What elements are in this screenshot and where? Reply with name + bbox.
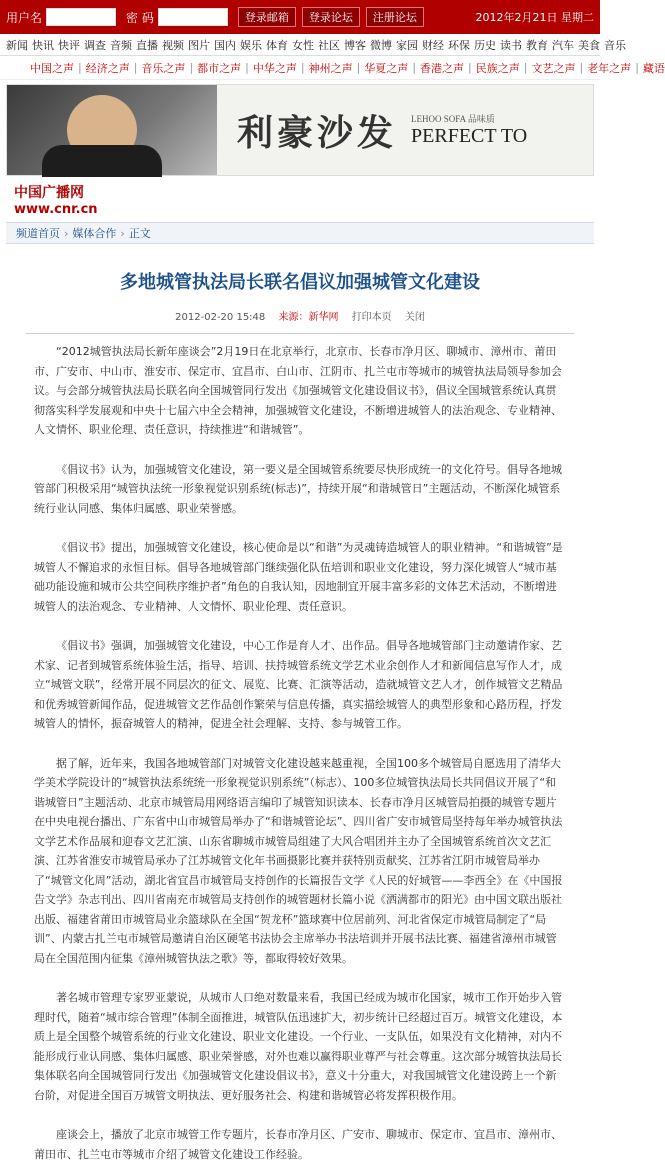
channel-item[interactable]: 经济之声	[85, 61, 130, 75]
channel-item[interactable]: 文艺之声	[531, 61, 576, 75]
article-title: 多地城管执法局长联名倡议加强城管文化建设	[120, 272, 480, 293]
username-input[interactable]	[46, 8, 116, 26]
banner-photo	[7, 85, 217, 175]
nav-item[interactable]: 快评	[58, 38, 80, 52]
chevron-right-icon: ›	[120, 226, 125, 240]
nav-item[interactable]: 娱乐	[240, 38, 262, 52]
article-source[interactable]: 来源：新华网	[278, 312, 339, 323]
channel-item[interactable]: 音乐之声	[141, 61, 186, 75]
article-paragraph: 《倡议书》认为，加强城管文化建设，第一要义是全国城管系统要尽快形成统一的文化符号。倡导各地城管部门积极采用“城管执法统一形象视觉识别系统(标志)”，持续开展“和谐城管日”主题活动，不断深化城管系统行业认同感、集体归属感、职业荣誉感。	[34, 462, 562, 515]
channel-item[interactable]: 老年之声	[587, 61, 632, 75]
nav-item[interactable]: 博客	[344, 38, 366, 52]
nav-item[interactable]: 家园	[396, 38, 418, 52]
login-forum-button[interactable]: 登录论坛	[302, 7, 360, 27]
nav-item[interactable]: 读书	[500, 38, 522, 52]
nav-item[interactable]: 音频	[110, 38, 132, 52]
channel-item[interactable]: 中国之声	[30, 61, 74, 75]
nav-item[interactable]: 直播	[136, 38, 158, 52]
channel-item[interactable]: 香港之声	[420, 61, 465, 75]
site-logo[interactable]	[0, 176, 600, 222]
article-datetime: 2012-02-20 15:48	[175, 312, 266, 323]
nav-item[interactable]: 视频	[162, 38, 184, 52]
channel-item[interactable]: 华夏之声	[364, 61, 409, 75]
main-nav	[0, 34, 626, 56]
username-label: 用户名	[6, 10, 43, 25]
nav-item[interactable]: 音乐	[604, 38, 626, 52]
breadcrumb-current: 正文	[128, 227, 151, 240]
nav-item[interactable]: 快讯	[32, 38, 54, 52]
article-paragraph: 《倡议书》提出，加强城管文化建设，核心使命是以“和谐”为灵魂铸造城管人的职业精神。“和谐城管”是城管人不懈追求的永恒目标。倡导各地城管部门继续强化队伍培训和职业文化建设，努力深化城管人“城市基础功能设施和城市公共空间秩序维护者”角色的自我认知，因地制宜开展丰富多彩的文体艺术活动，不断增进城管人的法治观念、专业精神、人文情怀、职业伦理、责任意识。	[34, 541, 563, 613]
nav-item[interactable]: 新闻	[6, 38, 28, 52]
brand-english: LEHOO SOFA 品味质 PERFECT TO	[411, 114, 528, 147]
nav-item[interactable]: 调查	[84, 38, 106, 52]
article	[6, 268, 594, 1164]
banner-brand	[217, 85, 593, 175]
breadcrumb-home[interactable]: 频道首页	[16, 227, 60, 240]
logo-url: www.cnr.cn	[14, 202, 98, 217]
ad-banner[interactable]	[6, 84, 594, 176]
article-paragraph: 著名城市管理专家罗亚蒙说，从城市人口绝对数量来看，我国已经成为城市化国家，城市工作开始步入管理时代，随着“城市综合管理”体制全面推进，城管队伍迅速扩大，初步统计已经超过百万。城管文化建设，本质上是全国整个城管系统的行业文化建设、职业文化建设。一个行业、一支队伍，如果没有文化精神，对内不能形成行业认同感、集体归属感、职业荣誉感，对外也难以赢得职业尊严与社会尊重。这次部分城管执法局长集体联名向全国城管同行发出《加强城管文化建设倡议书》，意义十分重大，对我国城管文化建设跨上一个新台阶，对促进全国百万城管文明执法、更好服务社会、构建和谐城管必将发挥积极作用。	[34, 991, 563, 1102]
breadcrumb	[6, 222, 594, 244]
current-date: 2012年2月21日 星期二	[475, 11, 594, 24]
login-email-button[interactable]: 登录邮箱	[238, 7, 296, 27]
article-paragraph: 据了解，近年来，我国各地城管部门对城管文化建设越来越重视，全国100多个城管局自愿选用了清华大学美术学院设计的“城管执法系统统一形象视觉识别系统”（标志）、100多位城管执法局长共同倡议开展了“和谐城管日”主题活动、北京市城管局用网络语言编印了城管知识读本、长春市净月区城管局拍摄的城管专题片在中央电视台播出、广东省中山市城管局举办了“和谐城管论坛”、四川省广安市城管局坚持每年举办城管执法文学艺术作品展和迎春文艺汇演、山东省聊城市城管局组建了大风合唱团并主办了全国城管系统首次文艺汇演、江苏省淮安市城管局承办了江苏城管文化年书画摄影比赛并获特别贡献奖、江苏省江阴市城管局举办了“城管文化周”活动，湖北省宜昌市城管局支持创作的长篇报告文学《人民的好城管——李西全》在《中国报告文学》杂志刊出、四川省南充市城管局支持创作的城管题材长篇小说《洒满都市的阳光》由中国文联出版社出版、福建省莆田市城管局业余篮球队在全国“贺龙杯”篮球赛中位居前列、河北省保定市城管局制定了“局训”、内蒙古扎兰屯市城管局邀请自治区硬笔书法协会主席举办书法培训并开展书法比赛、福建省漳州市城管局在全国范围内征集《漳州城管执法之歌》等，都取得较好效果。	[34, 756, 563, 965]
nav-item[interactable]: 财经	[422, 38, 444, 52]
logo-name: 中国广播网	[14, 185, 84, 201]
nav-item[interactable]: 历史	[474, 38, 496, 52]
nav-item[interactable]: 图片	[188, 38, 210, 52]
nav-item[interactable]: 环保	[448, 38, 470, 52]
brand-name: 利豪沙发	[237, 111, 398, 154]
nav-item[interactable]: 国内	[214, 38, 236, 52]
article-body	[6, 334, 594, 1164]
channel-nav: 中国之声 | 经济之声 | 音乐之声 | 都市之声 | 中华之声 | 神州之声 | 华夏之声 | 香港之声 | 民族之声 | 文艺之声 | 老年之声 | 藏语	[0, 56, 600, 80]
article-paragraph: 座谈会上，播放了北京市城管工作专题片，长春市净月区、广安市、聊城市、保定市、宜昌市、漳州市、莆田市、扎兰屯市等城市介绍了城管文化建设工作经验。	[34, 1128, 562, 1161]
nav-item[interactable]: 社区	[318, 38, 340, 52]
chevron-right-icon: ›	[64, 226, 69, 240]
channel-item[interactable]: 藏语	[642, 61, 665, 75]
breadcrumb-section[interactable]: 媒体合作	[72, 227, 117, 240]
nav-item[interactable]: 女性	[292, 38, 314, 52]
nav-item[interactable]: 汽车	[552, 38, 574, 52]
top-login-bar	[0, 0, 600, 34]
nav-item[interactable]: 体育	[266, 38, 288, 52]
close-link[interactable]: 关闭	[404, 312, 425, 323]
channel-item[interactable]: 都市之声	[197, 61, 242, 75]
channel-item[interactable]: 民族之声	[475, 61, 520, 75]
password-input[interactable]	[158, 8, 228, 26]
print-link[interactable]: 打印本页	[351, 312, 392, 323]
article-paragraph: 《倡议书》强调，加强城管文化建设，中心工作是育人才、出作品。倡导各地城管部门主动邀请作家、艺术家、记者到城管系统体验生活，指导、培训、扶持城管系统文学艺术业余创作人才和新闻信息写作人才，成立“城管文联”，经常开展不同层次的征文、展览、比赛、汇演等活动，造就城管文艺人才，创作城管文艺精品和优秀城管新闻作品，促进城管文艺作品创作繁荣与信息传播，真实描绘城管人的典型形象和心路历程，抒发城管人的情怀，振奋城管人的精神，促进全社会理解、支持、参与城管工作。	[34, 639, 563, 730]
nav-item[interactable]: 教育	[526, 38, 548, 52]
channel-item[interactable]: 中华之声	[252, 61, 297, 75]
article-meta	[6, 308, 594, 323]
channel-item[interactable]: 神州之声	[308, 61, 353, 75]
register-forum-button[interactable]: 注册论坛	[366, 7, 424, 27]
nav-item[interactable]: 微博	[370, 38, 392, 52]
article-paragraph: “2012城管执法局长新年座谈会”2月19日在北京举行，北京市、长春市净月区、聊城市、漳州市、莆田市、广安市、中山市、淮安市、保定市、宜昌市、白山市、江阴市、扎兰屯市等城市的城管执法局领导参加会议。与会部分城管执法局长联名向全国城管同行发出《加强城管文化建设倡议书》，倡议全国城管系统认真贯彻落实科学发展观和中央十七届六中全会精神，加强城管文化建设，不断增进城管人的法治观念、专业精神、人文情怀、职业伦理、责任意识，持续推进“和谐城管”。	[34, 345, 562, 436]
password-label: 密 码	[126, 10, 154, 25]
nav-item[interactable]: 美食	[578, 38, 600, 52]
